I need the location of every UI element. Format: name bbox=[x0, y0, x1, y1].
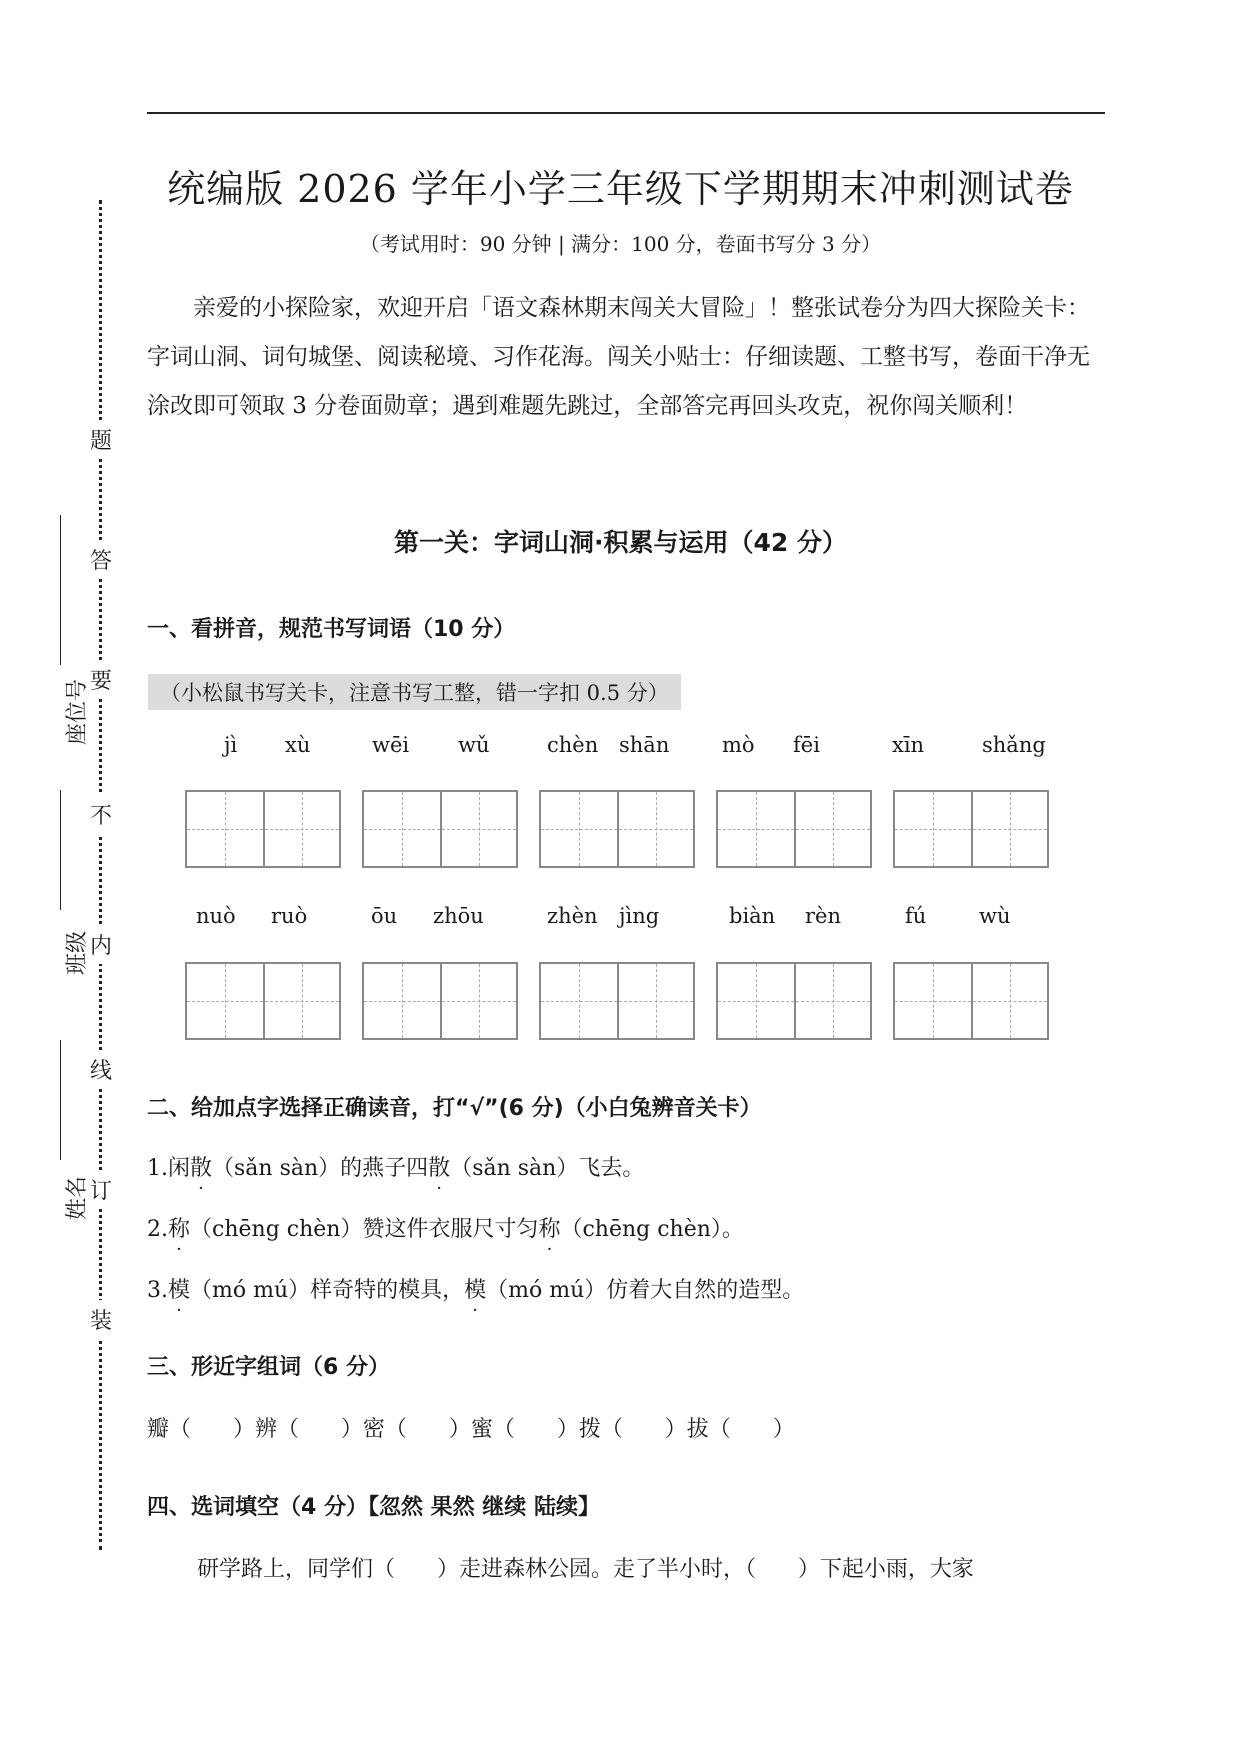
dotted-char: 模 bbox=[168, 1278, 191, 1303]
writing-box[interactable] bbox=[716, 790, 872, 868]
pinyin: jì bbox=[224, 733, 238, 757]
pinyin: chèn bbox=[547, 733, 599, 757]
pinyin: fēi bbox=[793, 733, 820, 757]
question-line: 瓣（ ）辨（ ）密（ ）蜜（ ）拨（ ）拔（ ） bbox=[147, 1417, 795, 1442]
writing-box[interactable] bbox=[716, 962, 872, 1040]
name-label: 姓名 bbox=[65, 1175, 90, 1220]
name-blank-line bbox=[60, 1040, 61, 1160]
exam-subtitle: （考试用时：90 分钟 | 满分：100 分，卷面书写分 3 分） bbox=[359, 232, 882, 256]
question-line: 1.闲散（sǎn sàn）的燕子四散（sǎn sàn）飞去。 bbox=[147, 1156, 645, 1181]
binding-char: 装 bbox=[90, 1300, 112, 1339]
writing-box[interactable] bbox=[893, 962, 1049, 1040]
question-line: 研学路上，同学们（ ）走进森林公园。走了半小时，（ ）下起小雨，大家 bbox=[197, 1557, 974, 1582]
binding-dotted-line bbox=[99, 200, 102, 1550]
pinyin: wǔ bbox=[458, 733, 490, 757]
writing-grid-row bbox=[0, 962, 1241, 1042]
binding-char: 订 bbox=[90, 1170, 112, 1209]
exam-title: 统编版 2026 学年小学三年级下学期期末冲刺测试卷 bbox=[167, 167, 1074, 211]
pinyin-row bbox=[147, 733, 1105, 763]
seat-number-label: 座位号 bbox=[65, 678, 90, 745]
writing-grid-row bbox=[0, 790, 1241, 870]
pinyin: wù bbox=[979, 904, 1011, 928]
class-label: 班级 bbox=[65, 930, 90, 975]
binding-char: 要 bbox=[90, 660, 112, 699]
binding-char: 线 bbox=[90, 1050, 112, 1089]
question-heading: 四、选词填空（4 分）【忽然 果然 继续 陆续】 bbox=[147, 1495, 600, 1520]
pinyin: shǎng bbox=[982, 733, 1046, 757]
pinyin: biàn bbox=[729, 904, 776, 928]
pinyin: wēi bbox=[372, 733, 410, 757]
binding-char: 不 bbox=[90, 795, 112, 834]
intro-paragraph: 亲爱的小探险家，欢迎开启「语文森林期末闯关大冒险」！整张试卷分为四大探险关卡：字词山洞、词句城堡、阅读秘境、习作花海。闯关小贴士：仔细读题、工整书写，卷面干净无涂改即可领取 3 分卷面勋章；遇到难题先跳过，全部答完再回头攻克，祝你闯关顺利！ bbox=[147, 295, 1090, 419]
writing-box[interactable] bbox=[539, 790, 695, 868]
dotted-char: 称 bbox=[168, 1217, 191, 1242]
binding-char: 题 bbox=[90, 420, 112, 459]
pinyin-row bbox=[147, 904, 1105, 934]
question-heading: 一、看拼音，规范书写词语（10 分） bbox=[147, 617, 516, 642]
binding-char: 内 bbox=[90, 925, 112, 964]
writing-box[interactable] bbox=[893, 790, 1049, 868]
pinyin: ōu bbox=[371, 904, 398, 928]
writing-box[interactable] bbox=[539, 962, 695, 1040]
question-heading: 二、给加点字选择正确读音，打“√”(6 分)（小白兔辨音关卡） bbox=[147, 1096, 762, 1121]
pinyin: zhōu bbox=[433, 904, 484, 928]
writing-box[interactable] bbox=[185, 790, 341, 868]
question-line: 2.称（chēng chèn）赞这件衣服尺寸匀称（chēng chèn）。 bbox=[147, 1217, 744, 1242]
pinyin: fú bbox=[905, 904, 927, 928]
question-line: 3.模（mó mú）样奇特的模具，模（mó mú）仿着大自然的造型。 bbox=[147, 1278, 805, 1303]
pinyin: jìng bbox=[619, 904, 660, 928]
dotted-char: 模 bbox=[464, 1278, 487, 1303]
pinyin: zhèn bbox=[547, 904, 598, 928]
hint-note: （小松鼠书写关卡，注意书写工整，错一字扣 0.5 分） bbox=[148, 674, 681, 710]
writing-box[interactable] bbox=[185, 962, 341, 1040]
pinyin: rèn bbox=[805, 904, 841, 928]
pinyin: xù bbox=[285, 733, 311, 757]
writing-box[interactable] bbox=[362, 962, 518, 1040]
pinyin: nuò bbox=[196, 904, 236, 928]
pinyin: ruò bbox=[271, 904, 308, 928]
question-heading: 三、形近字组词（6 分） bbox=[147, 1355, 390, 1380]
binding-char: 答 bbox=[90, 540, 112, 579]
pinyin: shān bbox=[619, 733, 670, 757]
section-title: 第一关：字词山洞·积累与运用（42 分） bbox=[394, 528, 847, 557]
dotted-char: 散 bbox=[190, 1156, 213, 1181]
top-rule bbox=[147, 112, 1105, 114]
writing-box[interactable] bbox=[362, 790, 518, 868]
pinyin: mò bbox=[722, 733, 755, 757]
pinyin: xīn bbox=[892, 733, 925, 757]
dotted-char: 称 bbox=[538, 1217, 561, 1242]
dotted-char: 散 bbox=[428, 1156, 451, 1181]
